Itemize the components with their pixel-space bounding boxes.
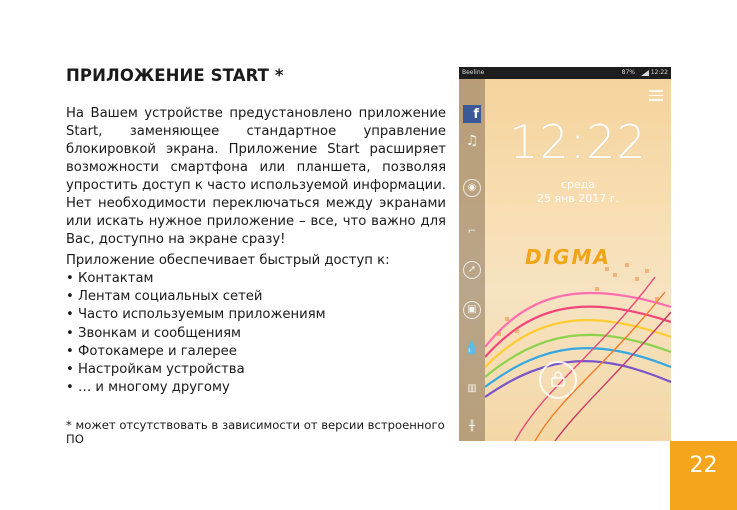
facebook-icon[interactable]: f xyxy=(463,105,481,123)
carrier-label: Beeline xyxy=(462,69,485,76)
drop-icon[interactable]: 💧 xyxy=(463,341,481,356)
menu-icon[interactable] xyxy=(649,90,663,100)
lock-day: среда xyxy=(560,178,596,191)
feature-item: • Настройкам устройства xyxy=(66,361,446,379)
feature-item: • Фотокамере и галерее xyxy=(66,343,446,361)
feature-item: • Звонкам и сообщениям xyxy=(66,325,446,343)
status-time: 12:22 xyxy=(650,69,668,76)
feature-list xyxy=(66,270,446,397)
digma-logo: DIGMA xyxy=(525,245,611,269)
status-bar xyxy=(459,67,671,79)
feature-item: • Лентам социальных сетей xyxy=(66,288,446,306)
camera-icon[interactable]: ▣ xyxy=(463,301,481,319)
equalizer-icon[interactable]: ▥ xyxy=(467,383,477,394)
phone-screenshot xyxy=(459,67,671,441)
feature-item: • … и многому другому xyxy=(66,379,446,397)
music-icon[interactable]: ♫ xyxy=(465,133,479,149)
feature-intro: Приложение обеспечивает быстрый доступ к: xyxy=(66,253,390,268)
lock-sidebar xyxy=(459,79,485,441)
footnote: * может отсутствовать в зависимости от версии встроенного ПО xyxy=(66,418,445,446)
page-number: 22 xyxy=(670,441,737,510)
signal-icon xyxy=(641,70,649,76)
battery-label: 87% xyxy=(621,69,635,76)
settings-sliders-icon[interactable]: ╫ xyxy=(468,421,476,432)
description-paragraph: На Вашем устройстве предустановлено приложение Start, заменяющее стандартное управление блокировкой экрана. Приложение Start расширяет возможности смартфона или планшета, позволяя упростить доступ к часто используемой информации. Нет необходимости переключаться между экранами или искать нужное приложение – все, что важно для Вас, доступно на экране сразу! xyxy=(66,106,446,247)
lock-clock: 12:22 xyxy=(509,115,647,169)
compass-icon[interactable]: ➚ xyxy=(463,261,481,279)
feature-item: • Часто используемым приложениям xyxy=(66,306,446,324)
lock-date: 25 янв 2017 г. xyxy=(536,192,620,205)
pin-icon[interactable]: ⌐ xyxy=(467,226,477,237)
unlock-button[interactable] xyxy=(539,361,577,399)
page-title: ПРИЛОЖЕНИЕ START * xyxy=(66,66,284,85)
feature-item: • Контактам xyxy=(66,270,446,288)
eye-icon[interactable]: ◉ xyxy=(463,179,481,197)
lock-icon xyxy=(551,371,565,387)
